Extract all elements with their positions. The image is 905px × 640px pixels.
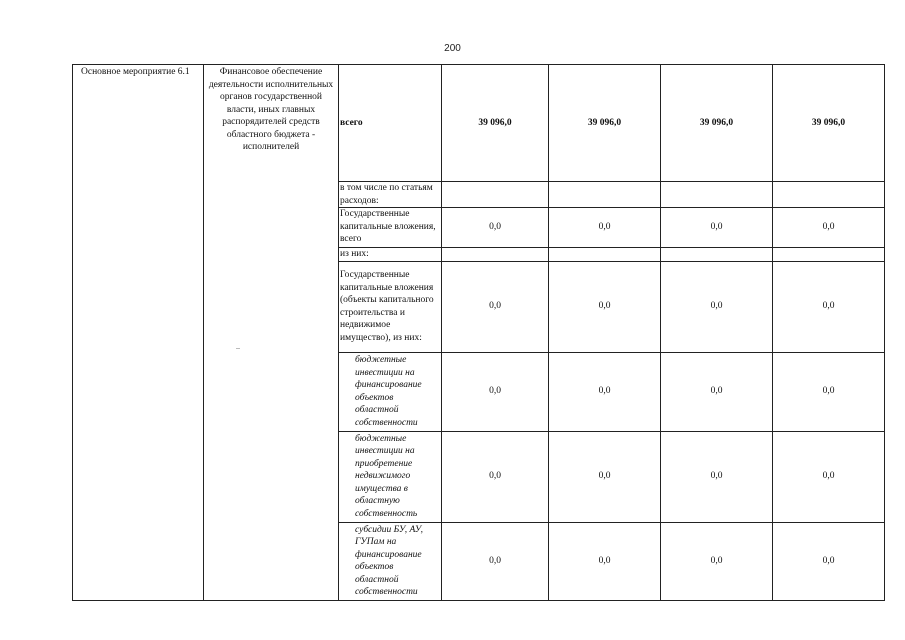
value-cell: 39 096,0 [773,65,885,182]
row-label: бюджетные инвестиции на финансирование объектов областной собственности [339,352,442,431]
value-cell: 39 096,0 [549,65,661,182]
budget-table [72,64,885,601]
value-cell: 39 096,0 [442,65,549,182]
value-cell: 0,0 [773,208,885,248]
value-cell: 0,0 [661,261,773,352]
value-cell [442,182,549,208]
row-label: бюджетные инвестиции на приобретение недвижимого имущества в областную собственность [339,431,442,522]
value-cell: 0,0 [549,208,661,248]
row-label: из них: [339,248,442,262]
value-cell [549,248,661,262]
value-cell: 0,0 [773,352,885,431]
value-cell: 0,0 [442,208,549,248]
value-cell [773,248,885,262]
page-number: 200 [444,43,461,54]
value-cell: 0,0 [549,352,661,431]
row-label: в том числе по статьям расходов: [339,182,442,208]
event-name-cell: Финансовое обеспечение деятельности исполнительных органов государственной власти, иных главных распорядителей средств областного бюджета - исполнителей [204,65,339,601]
row-label: субсидии БУ, АУ, ГУПам на финансирование объектов областной собственности [339,522,442,600]
value-cell: 0,0 [549,522,661,600]
value-cell: 0,0 [661,352,773,431]
value-cell: 0,0 [661,522,773,600]
scan-artifact [236,348,240,349]
value-cell [661,248,773,262]
value-cell [549,182,661,208]
value-cell [773,182,885,208]
event-label-cell: Основное мероприятие 6.1 [73,65,204,601]
row-label: Государственные капитальные вложения (объекты капитального строительства и недвижимое имущество), из них: [339,261,442,352]
value-cell: 39 096,0 [661,65,773,182]
value-cell [661,182,773,208]
value-cell: 0,0 [442,431,549,522]
value-cell: 0,0 [442,522,549,600]
table-row-total [73,65,885,182]
row-label: всего [339,65,442,182]
value-cell: 0,0 [773,522,885,600]
value-cell: 0,0 [442,352,549,431]
value-cell: 0,0 [442,261,549,352]
value-cell: 0,0 [549,261,661,352]
value-cell: 0,0 [661,208,773,248]
value-cell [442,248,549,262]
value-cell: 0,0 [773,261,885,352]
value-cell: 0,0 [661,431,773,522]
value-cell: 0,0 [549,431,661,522]
value-cell: 0,0 [773,431,885,522]
row-label: Государственные капитальные вложения, всего [339,208,442,248]
